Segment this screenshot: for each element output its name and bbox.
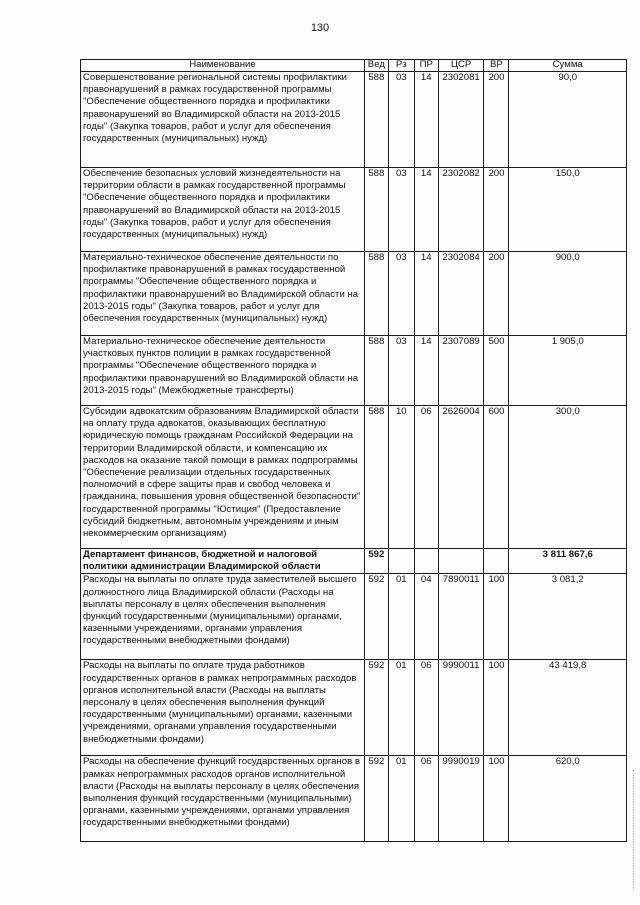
row-pr: 14 [414,252,438,336]
row-csr: 2302082 [438,168,484,252]
table-row [81,72,627,168]
row-sum: 3 081,2 [509,574,627,660]
header-csr: ЦСР [438,60,484,72]
row-name: Материально-техническое обеспечение деятельности участковых пунктов полиции в рамках государственной программы "Обеспечение общественного порядка и профилактики правонарушений во Владимирской области на 2013-2015 годы" (Межбюджетные трансферты) [81,336,365,406]
table-header-row [81,60,627,72]
row-name: Расходы на выплаты по оплате труда заместителей высшего должностного лица Владимирской области (Расходы на выплаты персоналу в целях обеспечения выполнения функций государственными (муниципальными) органами, казенными учреждениями, органами управления государственными внебюджетными фондами) [81,574,365,660]
row-name: Департамент финансов, бюджетной и налоговой политики администрации Владимирской области [81,549,365,574]
header-sum: Сумма [509,60,627,72]
row-rz: 10 [388,406,414,549]
row-ved: 592 [364,660,388,756]
row-csr: 7890011 [438,574,484,660]
row-pr: 06 [414,406,438,549]
row-rz: 03 [388,336,414,406]
row-pr [414,549,438,574]
row-sum: 90,0 [509,72,627,168]
row-name: Совершенствование региональной системы профилактики правонарушений в рамках государственной программы "Обеспечение общественного порядка и профилактики правонарушений во Владимирской области на 2013-2015 годы" (Закупка товаров, работ и услуг для обеспечения государственных (муниципальных) нужд) [81,72,365,168]
header-name: Наименование [81,60,365,72]
row-pr: 14 [414,168,438,252]
row-name: Расходы на обеспечение функций государственных органов в рамках непрограммных расходов органов исполнительной власти (Расходы на выплаты персоналу в целях обеспечения выполнения функций государственными (муниципальными) органами, казенными учреждениями, органами управления государственными внебюджетными фондами) [81,756,365,842]
row-rz: 03 [388,168,414,252]
row-ved: 592 [364,574,388,660]
row-pr: 14 [414,336,438,406]
row-pr: 04 [414,574,438,660]
budget-table [80,59,627,842]
table-row [81,574,627,660]
row-vr: 200 [484,72,509,168]
table-row [81,168,627,252]
row-ved: 592 [364,756,388,842]
row-rz: 03 [388,252,414,336]
row-csr: 2307089 [438,336,484,406]
row-csr: 2626004 [438,406,484,549]
row-name: Субсидии адвокатским образованиям Владимирской области на оплату труда адвокатов, оказывающих бесплатную юридическую помощь гражданам Российской Федерации на территории Владимирской области, и компенсацию их расходов на оказание такой помощи в рамках подпрограммы "Обеспечение реализации отдельных государственных полномочий в сфере защиты прав и свобод человека и гражданина, повышения уровня общественной безопасности" государственной программы "Юстиция" (Предоставление субсидий бюджетным, автономным учреждениям и иным некоммерческим организациям) [81,406,365,549]
row-ved: 588 [364,168,388,252]
row-vr: 200 [484,168,509,252]
row-sum: 300,0 [509,406,627,549]
row-ved: 588 [364,72,388,168]
row-vr: 100 [484,574,509,660]
row-csr: 9990019 [438,756,484,842]
row-csr [438,549,484,574]
row-rz [388,549,414,574]
row-rz: 01 [388,660,414,756]
row-ved: 588 [364,406,388,549]
row-sum: 150,0 [509,168,627,252]
row-sum: 900,0 [509,252,627,336]
row-name: Расходы на выплаты по оплате труда работников государственных органов в рамках непрограммных расходов органов исполнительной власти (Расходы на выплаты персоналу в целях обеспечения выполнения функций государственными (муниципальными) органами, казенными учреждениями, органами управления государственными внебюджетными фондами) [81,660,365,756]
row-vr: 600 [484,406,509,549]
row-pr: 14 [414,72,438,168]
row-csr: 2302081 [438,72,484,168]
row-name: Обеспечение безопасных условий жизнедеятельности на территории области в рамках государственной программы "Обеспечение общественного порядка и профилактики правонарушений во Владимирской области на 2013-2015 годы" (Закупка товаров, работ и услуг для обеспечения государственных (муниципальных) нужд) [81,168,365,252]
table-row [81,660,627,756]
row-sum: 43 419,8 [509,660,627,756]
row-sum: 1 905,0 [509,336,627,406]
header-ved: Вед [364,60,388,72]
row-vr [484,549,509,574]
row-csr: 2302084 [438,252,484,336]
row-sum: 3 811 867,6 [509,549,627,574]
row-vr: 100 [484,660,509,756]
table-row [81,252,627,336]
scan-edge-mark [632,770,634,890]
row-rz: 01 [388,574,414,660]
row-pr: 06 [414,756,438,842]
header-vr: ВР [484,60,509,72]
row-ved: 588 [364,336,388,406]
header-pr: ПР [414,60,438,72]
row-csr: 9990011 [438,660,484,756]
row-vr: 200 [484,252,509,336]
row-name: Материально-техническое обеспечение деятельности по профилактике правонарушений в рамках государственной программы "Обеспечение общественного порядка и профилактики правонарушений во Владимирской области на 2013-2015 годы" (Закупка товаров, работ и услуг для обеспечения государственных (муниципальных) нужд) [81,252,365,336]
header-rz: Рз [388,60,414,72]
table-row [81,336,627,406]
row-rz: 01 [388,756,414,842]
table-row [81,549,627,574]
table-row [81,756,627,842]
table-row [81,406,627,549]
row-vr: 500 [484,336,509,406]
row-ved: 588 [364,252,388,336]
page-number: 130 [310,22,330,34]
row-sum: 620,0 [509,756,627,842]
row-rz: 03 [388,72,414,168]
row-pr: 06 [414,660,438,756]
row-vr: 100 [484,756,509,842]
row-ved: 592 [364,549,388,574]
